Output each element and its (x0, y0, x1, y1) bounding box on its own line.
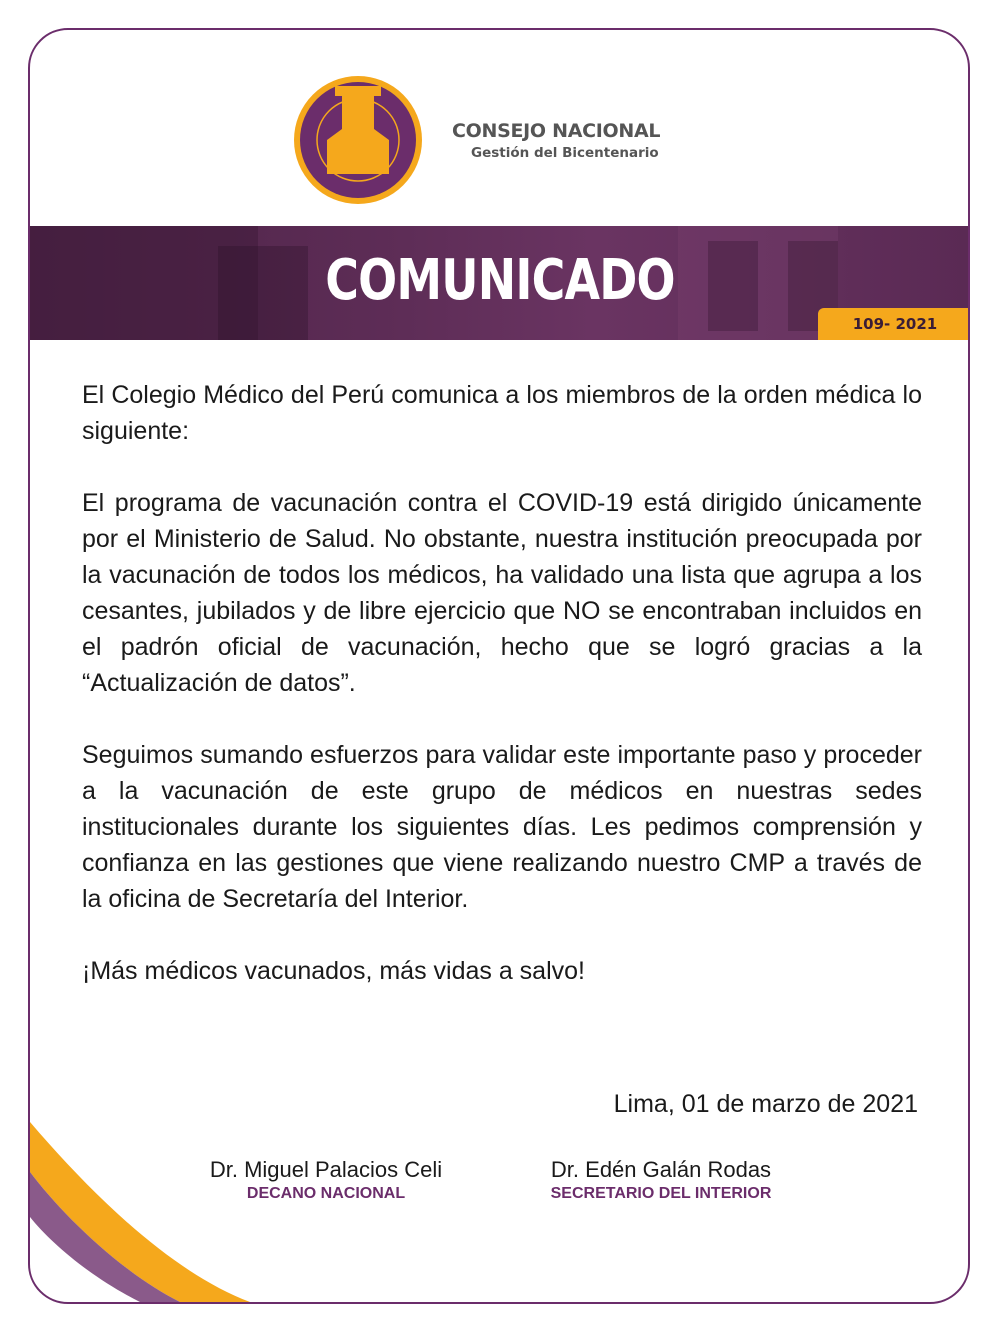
signatory-role: SECRETARIO DEL INTERIOR (550, 1185, 772, 1202)
comunicado-banner (28, 226, 970, 340)
colegio-medico-seal-logo (292, 74, 424, 206)
signature-block-secretario (506, 1157, 816, 1203)
document-frame (28, 28, 970, 1304)
org-subtitle: Gestión del Bicentenario (471, 145, 659, 161)
paragraph: El Colegio Médico del Perú comunica a los miembros de la orden médica lo siguiente: (82, 381, 922, 445)
signatory-name: Dr. Miguel Palacios Celi (209, 1157, 443, 1182)
paragraph: Seguimos sumando esfuerzos para validar este importante paso y proceder a la vacunación de este grupo de médicos en nuestras sedes institucionales durante los siguientes días. Les pedimos comprensión y confianza en las gestiones que viene realizando nuestro CMP a través de la oficina de Secretaría del Interior. (82, 741, 922, 913)
closing-slogan: ¡Más médicos vacunados, más vidas a salvo! (82, 957, 585, 985)
organization-heading (452, 120, 660, 161)
signatory-role: DECANO NACIONAL (246, 1185, 406, 1202)
communique-number: 109- 2021 (818, 308, 970, 340)
signatory-name: Dr. Edén Galán Rodas (550, 1157, 772, 1182)
banner-title: COMUNICADO (325, 248, 675, 313)
paragraph: El programa de vacunación contra el COVID-19 está dirigido únicamente por el Ministerio de Salud. No obstante, nuestra institución preocupada por la vacunación de todos los médicos, ha validado una lista que agrupa a los cesantes, jubilados y de libre ejercicio que NO se encontraban incluidos en el padrón oficial de vacunación, hecho que se logró gracias a la “Actualización de datos”. (82, 489, 922, 697)
decorative-swoosh (30, 1102, 290, 1302)
org-name: CONSEJO NACIONAL (452, 120, 661, 142)
communique-body (82, 377, 922, 1025)
date-line: Lima, 01 de marzo de 2021 (613, 1090, 918, 1118)
